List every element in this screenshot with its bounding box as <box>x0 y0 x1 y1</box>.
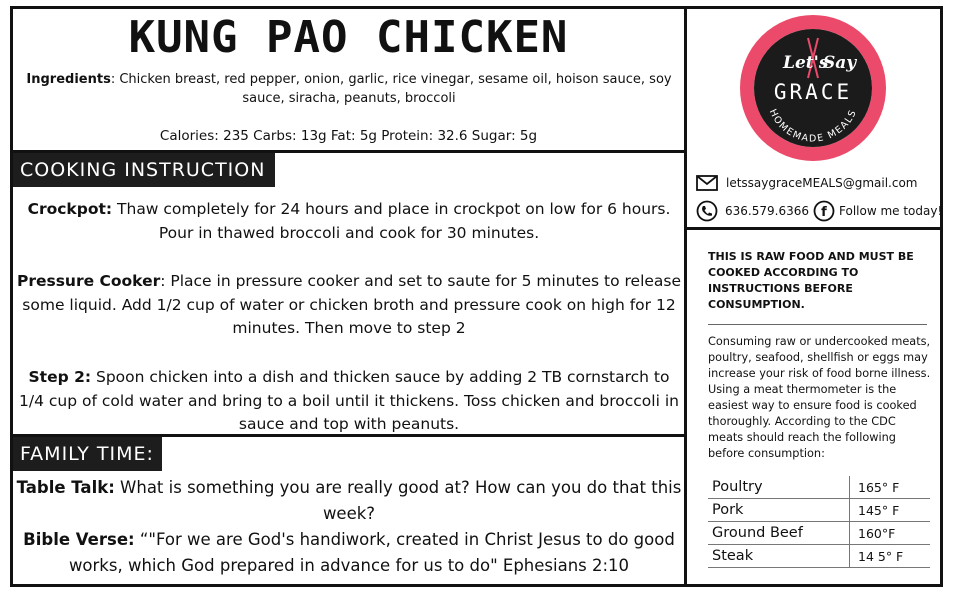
table-row <box>708 545 930 568</box>
lets-say-grace-logo <box>738 13 888 163</box>
step2-text: Spoon chicken into a dish and thicken sauce by adding 2 TB cornstarch to 1/4 cup of cold water and bring to a boil until it thickens. Toss chicken and broccoli in sauce and top with peanuts. <box>19 368 679 433</box>
crockpot-text: Thaw completely for 24 hours and place in crockpot on low for 6 hours. Pour in thawed broccoli and cook for 30 minutes. <box>112 200 671 242</box>
bible-verse-label: Bible Verse: <box>23 530 135 549</box>
bible-verse-text: “"For we are God's handiwork, created in Christ Jesus to do good works, which God prepared in advance for us to do" Ephesians 2:10 <box>68 530 675 575</box>
logo-word-lets: Let's <box>783 53 829 73</box>
crockpot-instructions <box>16 198 682 245</box>
table-talk <box>16 475 682 527</box>
table-row <box>708 499 930 522</box>
email-text[interactable]: letssaygraceMEALS@gmail.com <box>726 176 918 190</box>
section-divider <box>687 227 943 230</box>
food-safety-text: Consuming raw or undercooked meats, poultry, seafood, shellfish or eggs may increase your risk of food borne illness. Using a meat thermometer is the easiest way to ensure food is cooked thoroughly. According to the CDC meats should reach the following before consumption: <box>708 335 931 460</box>
table-row <box>708 476 930 499</box>
logo-word-say: Say <box>823 53 857 73</box>
email-icon <box>696 175 718 191</box>
step2-label: Step 2: <box>28 368 92 386</box>
table-talk-text: What is something you are really good at? How can you do that this week? <box>114 478 682 523</box>
raw-food-warning: THIS IS RAW FOOD AND MUST BE COOKED ACCORDING TO INSTRUCTIONS BEFORE CONSUMPTION. <box>708 250 914 311</box>
meat-temp: 160°F <box>858 526 896 541</box>
warning-divider <box>708 324 927 325</box>
pressure-cooker-instructions <box>16 270 682 341</box>
recipe-title: KUNG PAO CHICKEN <box>128 12 569 63</box>
temperature-table <box>708 476 930 568</box>
table-row <box>708 522 930 545</box>
meat-temp: 165° F <box>858 480 900 495</box>
meat-temp: 14 5° F <box>858 549 904 564</box>
email-row <box>696 175 917 191</box>
step2-instructions <box>16 366 682 437</box>
table-talk-label: Table Talk: <box>16 478 115 497</box>
ingredients-label: Ingredients <box>26 72 111 87</box>
phone-icon <box>696 200 718 222</box>
meat-temp: 145° F <box>858 503 900 518</box>
bible-verse <box>16 527 682 579</box>
facebook-icon <box>813 200 835 222</box>
ingredients-text: : Chicken breast, red pepper, onion, garlic, rice vinegar, sesame oil, hoison sauce, soy sauce, siracha, peanuts, broccoli <box>110 72 672 106</box>
ingredients <box>16 70 682 108</box>
family-time-header: FAMILY TIME: <box>13 437 162 471</box>
facebook-text[interactable]: Follow me today! <box>839 204 943 218</box>
svg-text:f: f <box>821 205 827 220</box>
cooking-instruction-header: COOKING INSTRUCTION <box>13 153 275 187</box>
phone-row <box>696 200 809 222</box>
pressure-cooker-text: : Place in pressure cooker and set to saute for 5 minutes to release some liquid. Add 1/2 cup of water or chicken broth and pressure cook on high for 12 minutes. Then move to step 2 <box>22 272 682 337</box>
logo-word-grace: GRACE <box>773 80 853 104</box>
facebook-row <box>813 200 942 222</box>
crockpot-label: Crockpot: <box>27 200 113 218</box>
nutrition-facts: Calories: 235 Carbs: 13g Fat: 5g Protein: 32.6 Sugar: 5g <box>159 128 538 144</box>
meat-name: Ground Beef <box>712 525 803 541</box>
meat-name: Poultry <box>712 479 763 495</box>
column-divider <box>684 6 687 587</box>
meat-name: Steak <box>712 548 754 564</box>
pressure-cooker-label: Pressure Cooker <box>16 272 161 290</box>
phone-text[interactable]: 636.579.6366 <box>725 204 809 218</box>
table-column-divider <box>849 476 850 568</box>
meat-name: Pork <box>712 502 744 518</box>
logo-tagline: HOMEMADE MEALS <box>766 107 860 145</box>
